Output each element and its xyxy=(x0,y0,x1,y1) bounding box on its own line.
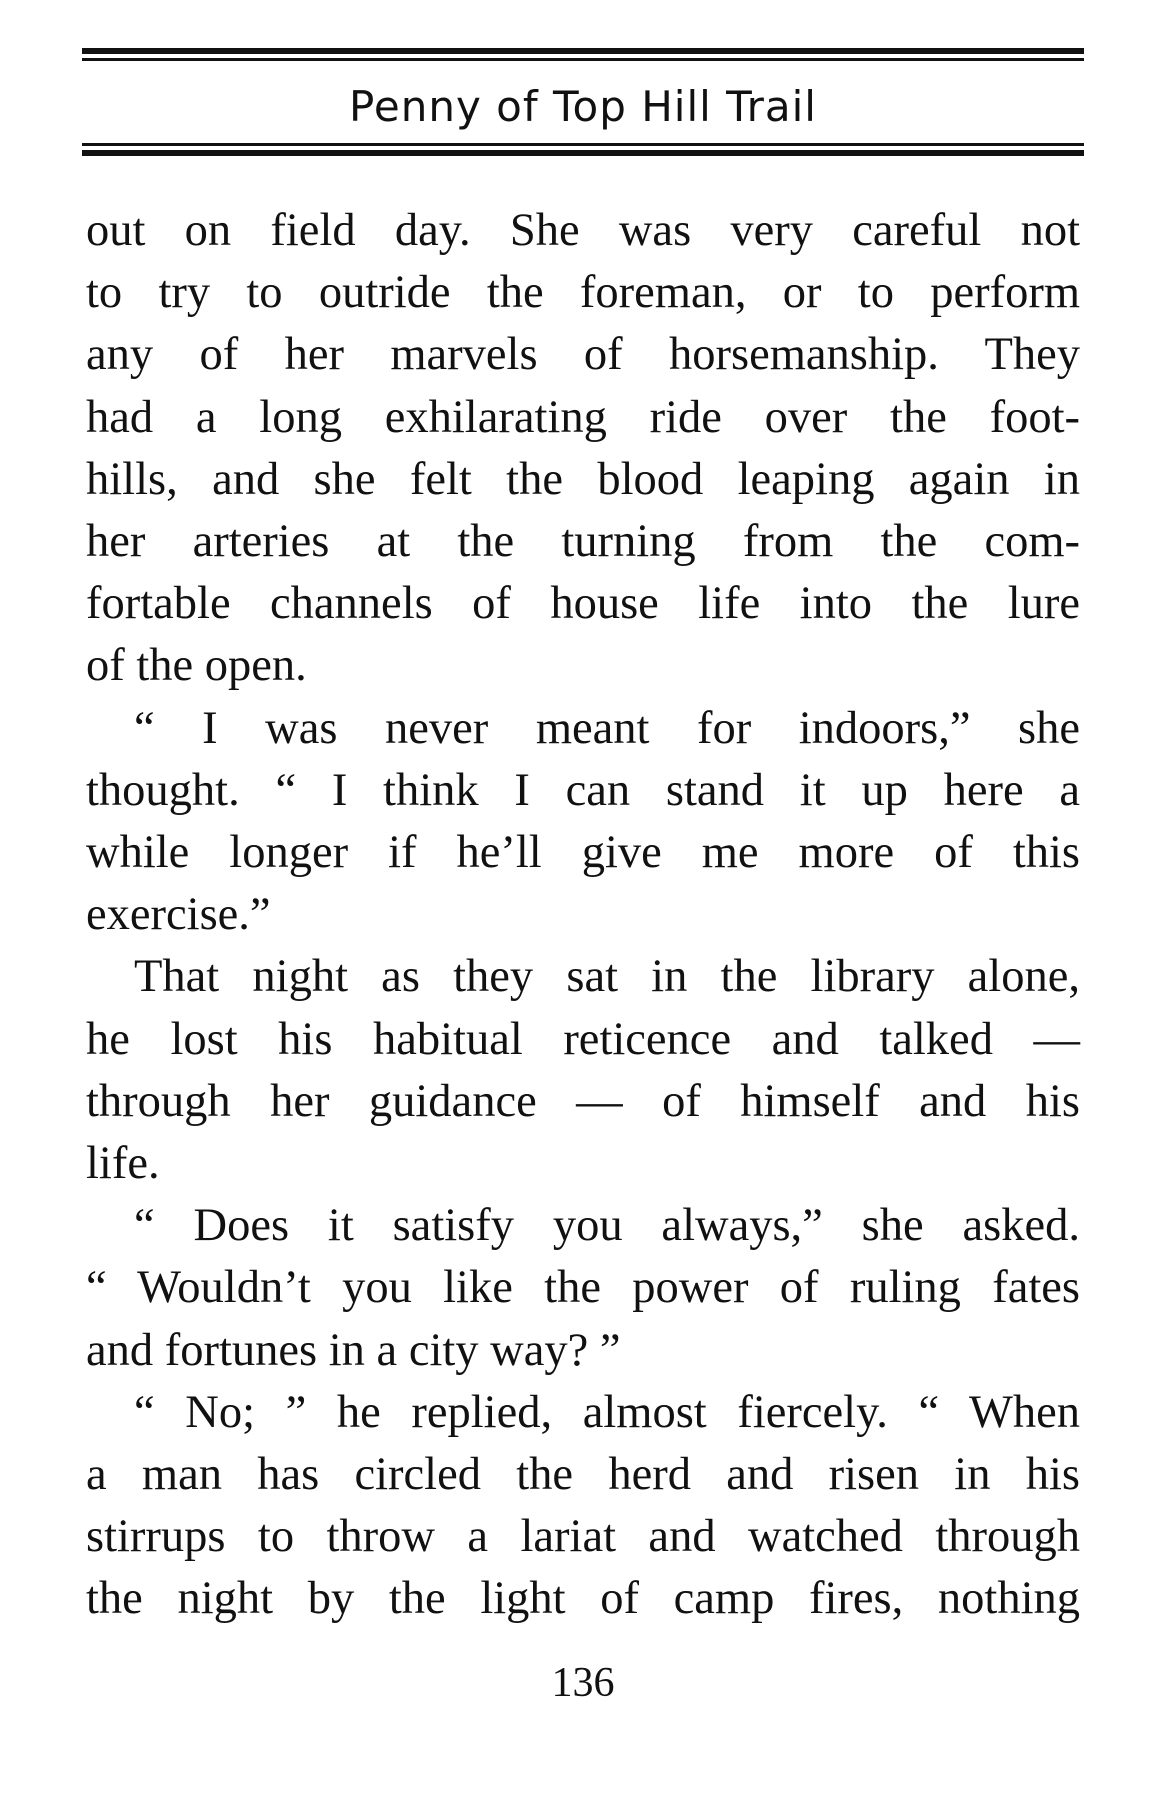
text-line: the night by the light of camp fires, nothing xyxy=(86,1573,1080,1625)
text-line: fortable channels of house life into the lure xyxy=(86,578,1080,630)
text-line: “ I was never meant for indoors,” she xyxy=(134,702,1080,754)
page-number: 136 xyxy=(551,1660,615,1706)
text-line: and fortunes in a city way? ” xyxy=(86,1324,621,1376)
text-line: through her guidance — of himself and his xyxy=(86,1075,1080,1127)
paragraph-5 xyxy=(86,1382,1080,1631)
text-line: he lost his habitual reticence and talked — xyxy=(86,1013,1080,1065)
text-line: thought. “ I think I can stand it up here a xyxy=(86,764,1080,816)
text-line: her arteries at the turning from the com- xyxy=(86,516,1080,568)
header-top-rule xyxy=(82,48,1084,61)
text-line: stirrups to throw a lariat and watched through xyxy=(86,1511,1080,1563)
text-line: a man has circled the herd and risen in his xyxy=(86,1449,1080,1501)
text-line: had a long exhilarating ride over the foot- xyxy=(86,391,1080,443)
text-line: any of her marvels of horsemanship. They xyxy=(86,329,1080,381)
text-line: of the open. xyxy=(86,640,307,692)
text-line: exercise.” xyxy=(86,889,271,941)
paragraph-3 xyxy=(86,946,1080,1195)
text-line: That night as they sat in the library alone, xyxy=(134,951,1080,1003)
text-line: out on field day. She was very careful not xyxy=(86,205,1080,256)
body-text xyxy=(86,200,1080,1631)
paragraph-2 xyxy=(86,698,1080,947)
paragraph-1 xyxy=(86,200,1080,698)
text-line: “ No; ” he replied, almost fiercely. “ When xyxy=(134,1386,1080,1438)
text-line: “ Wouldn’t you like the power of ruling fates xyxy=(86,1262,1080,1314)
text-line: “ Does it satisfy you always,” she asked. xyxy=(134,1200,1080,1252)
paragraph-4 xyxy=(86,1195,1080,1382)
text-line: hills, and she felt the blood leaping again in xyxy=(86,453,1080,505)
text-line: while longer if he’ll give me more of this xyxy=(86,827,1080,879)
text-line: to try to outride the foreman, or to perform xyxy=(86,267,1080,319)
header-bottom-rule xyxy=(82,143,1084,156)
text-line: life. xyxy=(86,1138,160,1190)
running-title: Penny of Top Hill Trail xyxy=(349,82,817,131)
